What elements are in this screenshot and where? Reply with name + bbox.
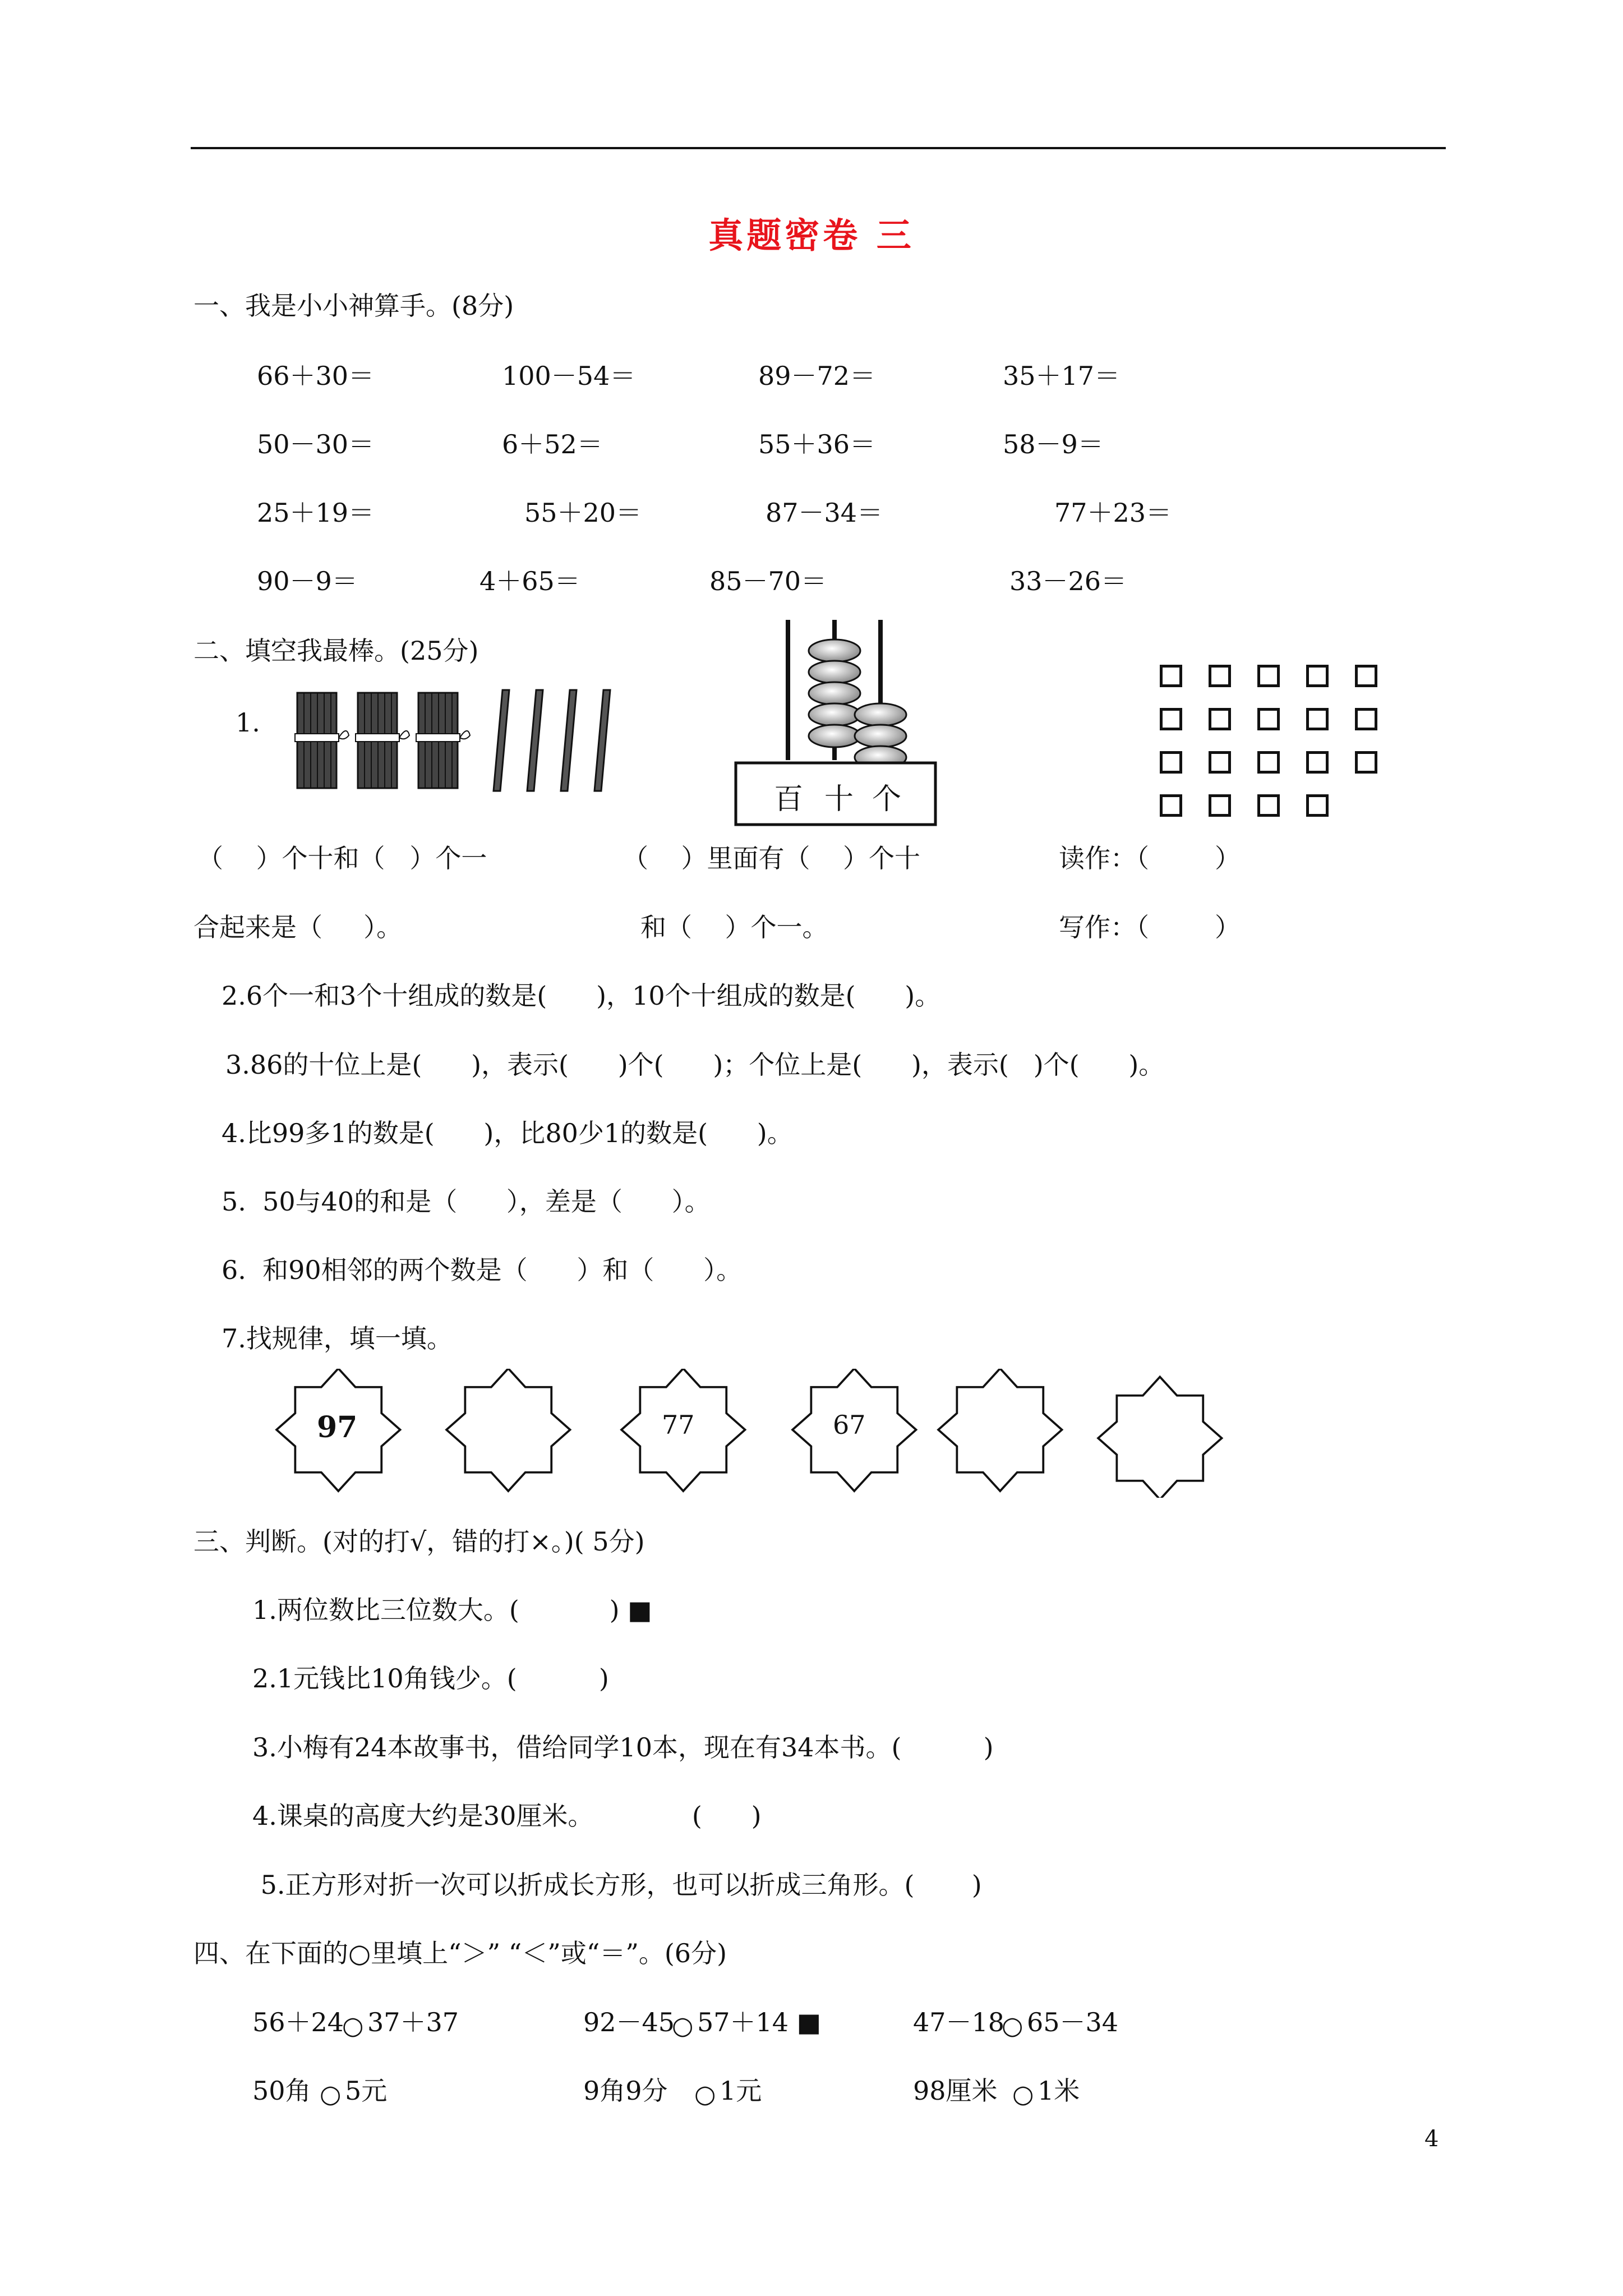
star-6 (1098, 1377, 1221, 1498)
square (1209, 794, 1231, 817)
section4-heading: 四、在下面的○里填上“＞” “＜”或“＝”。(6分) (193, 1938, 727, 1968)
abacus-label-hundreds: 百 (774, 783, 804, 816)
calc-2-3: 55＋36＝ (758, 429, 876, 459)
calc-3-1: 25＋19＝ (257, 498, 375, 528)
star-5 (938, 1369, 1062, 1491)
compare-2-1-right: 5元 (345, 2076, 388, 2106)
calc-1-2: 100－54＝ (502, 361, 636, 391)
calc-2-2: 6＋52＝ (502, 429, 603, 459)
q1-number: 1. (236, 707, 260, 738)
square (1306, 665, 1329, 687)
q7: 7.找规律，填一填。 (222, 1323, 453, 1354)
ones-beads (855, 703, 906, 769)
square (1257, 708, 1280, 730)
stick-bundle-2 (356, 693, 409, 788)
square (1306, 708, 1329, 730)
single-sticks (494, 690, 610, 791)
judge-item-3: 3.小梅有24本故事书，借给同学10本，现在有34本书。( ) (252, 1732, 994, 1763)
q1-line1-a: （ ）个十和（ ）个一 (197, 843, 487, 873)
q1-line2-a: 合起来是（ ）。 (193, 912, 403, 942)
compare-circle[interactable]: ○ (320, 2080, 342, 2109)
section1-heading: 一、我是小小神算手。(8分) (193, 291, 514, 321)
q6: 6. 和90相邻的两个数是（ ）和（ ）。 (222, 1255, 743, 1285)
square (1306, 794, 1329, 817)
page-title: 真题密卷 三 (708, 215, 915, 256)
compare-1-2-right: 57＋14 ■ (697, 2007, 822, 2037)
square (1209, 751, 1231, 774)
compare-2-1-left: 50角 (252, 2076, 311, 2106)
compare-circle[interactable]: ○ (672, 2012, 694, 2040)
pattern-stars (269, 1369, 1245, 1498)
square (1160, 665, 1182, 687)
q4: 4.比99多1的数是( )，比80少1的数是( )。 (222, 1118, 793, 1148)
calc-2-1: 50－30＝ (257, 429, 375, 459)
calc-3-2: 55＋20＝ (524, 498, 642, 528)
compare-1-1-right: 37＋37 (367, 2007, 459, 2037)
calc-2-4: 58－9＝ (1003, 429, 1104, 459)
judge-item-1: 1.两位数比三位数大。( ) ■ (252, 1595, 652, 1625)
square (1209, 708, 1231, 730)
judge-item-2: 2.1元钱比10角钱少。( ) (252, 1663, 609, 1694)
square (1306, 751, 1329, 774)
compare-circle[interactable]: ○ (1012, 2080, 1034, 2109)
top-rule (191, 147, 1446, 149)
calc-3-3: 87－34＝ (766, 498, 883, 528)
calc-4-1: 90－9＝ (257, 566, 358, 596)
square (1160, 794, 1182, 817)
abacus-label-tens: 十 (824, 783, 854, 816)
calc-4-4: 33－26＝ (1009, 566, 1127, 596)
compare-2-2-right: 1元 (720, 2076, 762, 2106)
square (1355, 665, 1377, 687)
star-value-1: 97 (317, 1410, 358, 1444)
calc-4-2: 4＋65＝ (479, 566, 580, 596)
compare-2-2-left: 9角9分 (583, 2076, 668, 2106)
star-value-4: 67 (833, 1410, 866, 1440)
square (1257, 794, 1280, 817)
compare-circle[interactable]: ○ (342, 2012, 364, 2040)
tens-beads (809, 639, 860, 747)
star-value-3: 77 (662, 1410, 695, 1440)
stick-bundle-1 (295, 693, 349, 788)
q5: 5. 50与40的和是（ ），差是（ ）。 (222, 1186, 711, 1217)
square (1355, 751, 1377, 774)
calc-1-4: 35＋17＝ (1003, 361, 1121, 391)
compare-circle[interactable]: ○ (694, 2080, 716, 2109)
square (1257, 665, 1280, 687)
q1-line2-c: 写作：（ ） (1059, 912, 1241, 942)
q1-line1-b: （ ）里面有（ ）个十 (623, 843, 920, 873)
abacus-label-ones: 个 (872, 783, 902, 816)
stick-bundle-3 (416, 693, 470, 788)
calc-4-3: 85－70＝ (709, 566, 827, 596)
section3-heading: 三、判断。(对的打√，错的打×。)( 5分) (193, 1526, 645, 1557)
calc-3-4: 77＋23＝ (1054, 498, 1172, 528)
star-2 (446, 1369, 570, 1491)
judge-item-5: 5.正方形对折一次可以折成长方形，也可以折成三角形。( ) (252, 1870, 982, 1900)
square (1257, 751, 1280, 774)
compare-1-3-right: 65－34 (1027, 2007, 1119, 2037)
compare-2-3-right: 1米 (1038, 2076, 1080, 2106)
square (1209, 665, 1231, 687)
judge-item-4: 4.课桌的高度大约是30厘米。 ( ) (252, 1801, 762, 1831)
q1-line2-b: 和（ ）个一。 (640, 912, 828, 942)
calc-1-3: 89－72＝ (758, 361, 876, 391)
compare-2-3-left: 98厘米 (913, 2076, 998, 2106)
section2-heading: 二、填空我最棒。(25分) (193, 636, 479, 666)
calc-1-1: 66＋30＝ (257, 361, 375, 391)
q2: 2.6个一和3个十组成的数是( )，10个十组成的数是( )。 (222, 981, 941, 1011)
compare-circle[interactable]: ○ (1002, 2012, 1023, 2040)
q3: 3.86的十位上是( )，表示( )个( )；个位上是( )，表示( )个( )。 (225, 1050, 1165, 1080)
square (1160, 751, 1182, 774)
compare-1-1-left: 56＋24 (252, 2007, 344, 2037)
page-number: 4 (1424, 2126, 1439, 2152)
compare-1-2-left: 92－45 (583, 2007, 675, 2037)
square (1355, 708, 1377, 730)
square (1160, 708, 1182, 730)
stick-bundles-image (292, 684, 645, 797)
compare-1-3-left: 47－18 (913, 2007, 1005, 2037)
q1-line1-c: 读作：（ ） (1059, 843, 1241, 873)
